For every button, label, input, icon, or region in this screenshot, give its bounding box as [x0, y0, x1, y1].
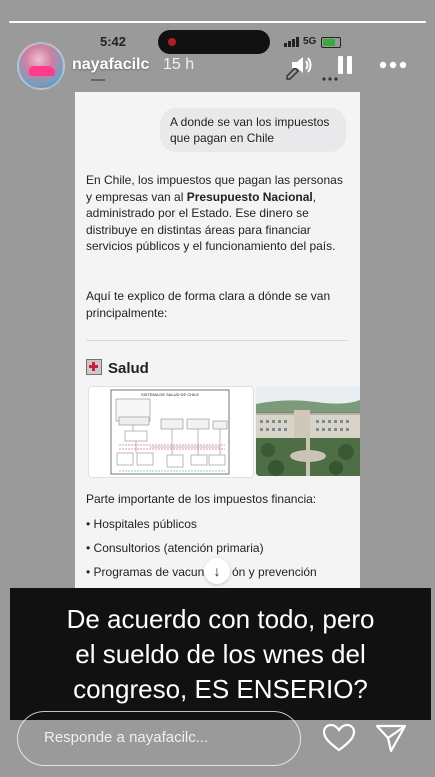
more-icon[interactable]	[378, 60, 408, 70]
answer-text-pre: En Chile, los impuestos que pagan las personas y empresas van al	[86, 173, 343, 204]
health-system-diagram[interactable]	[88, 386, 254, 478]
heart-icon[interactable]	[322, 723, 356, 753]
battery-icon	[321, 37, 341, 48]
answer-text-bold: Presupuesto Nacional	[186, 189, 313, 204]
caption-line: congreso, ES ENSERIO?	[73, 674, 368, 704]
avatar[interactable]	[17, 42, 65, 90]
reply-input[interactable]: Responde a nayafacilc...	[17, 711, 301, 766]
story-caption	[10, 588, 431, 720]
section-title	[86, 359, 149, 377]
intro-paragraph: Aquí te explico de forma clara a dónde se van principalmente:	[86, 289, 331, 320]
story-time-ago: 15 h	[163, 56, 195, 73]
story-progress-fill	[9, 21, 426, 23]
diagram-drawing	[89, 387, 253, 477]
scroll-down-button[interactable]	[204, 558, 230, 584]
network-label: 5G	[303, 36, 317, 47]
more-icon	[321, 76, 339, 82]
story-progress-bar	[9, 21, 426, 23]
bullet-item-start: • Programas de vacun	[86, 565, 205, 579]
phone-status-bar	[0, 34, 435, 52]
hospital-photo[interactable]	[256, 386, 360, 476]
menu-icon	[90, 72, 106, 82]
finance-intro: Parte importante de los impuestos financia:	[86, 492, 317, 506]
answer-text-post: , administrado por el Estado. Ese dinero se distribuye en distintas áreas para financiar servicios públicos y el funcionamiento del país.	[86, 189, 336, 253]
send-icon[interactable]	[374, 723, 408, 753]
section-title-text: Salud	[108, 360, 149, 377]
caption-line: el sueldo de los wnes del	[75, 639, 366, 669]
hospital-icon	[86, 359, 102, 375]
diagram-title: SISTEMA DE SALUD DE CHILE	[140, 392, 200, 397]
signal-icon	[284, 37, 299, 47]
bullet-item: • Hospitales públicos	[86, 517, 197, 531]
divider	[86, 340, 348, 341]
story-username[interactable]: nayafacilc	[72, 56, 150, 73]
arrow-down-icon: ↓	[213, 563, 221, 579]
bullet-item: • Consultorios (atención primaria)	[86, 541, 264, 555]
answer-paragraph	[86, 172, 350, 255]
volume-icon[interactable]	[290, 54, 314, 76]
play-pause-icon[interactable]	[335, 54, 355, 76]
caption-line: De acuerdo con todo, pero	[66, 604, 375, 634]
user-question-bubble: A donde se van los impuestos que pagan en Chile	[160, 108, 346, 152]
hospital-photo-drawing	[256, 386, 360, 476]
phone-time: 5:42	[100, 34, 127, 49]
bullet-item-end: ón y prevención	[232, 565, 317, 579]
